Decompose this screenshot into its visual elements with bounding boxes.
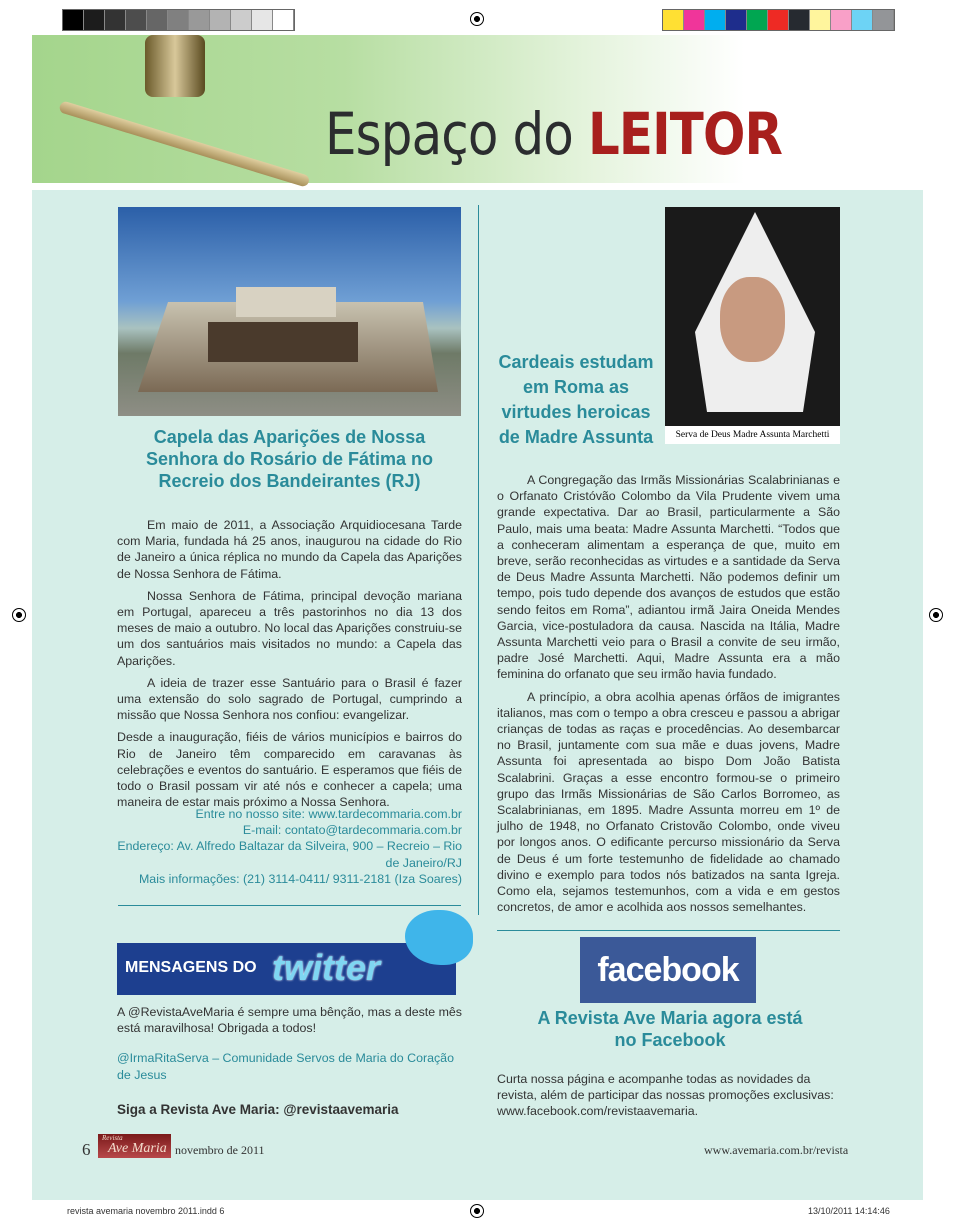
color-swatch xyxy=(231,10,252,30)
registration-mark-icon xyxy=(470,1204,484,1218)
left-article-title: Capela das Aparições de Nossa Senhora do Rosário de Fátima no Recreio dos Bandeirantes (RJ) xyxy=(145,427,434,491)
slug-filename: revista avemaria novembro 2011.indd 6 xyxy=(67,1206,225,1216)
logo-text: Ave Maria xyxy=(108,1141,167,1156)
registration-mark-icon xyxy=(12,608,26,622)
website-link[interactable]: Entre no nosso site: www.tardecommaria.com.br xyxy=(195,807,462,821)
color-swatch xyxy=(84,10,105,30)
issue-date: novembro de 2011 xyxy=(175,1143,265,1157)
color-swatch xyxy=(210,10,231,30)
paragraph: Em maio de 2011, a Associação Arquidiocesana Tarde com Maria, fundada há 25 anos, inaugurou na cidade do Rio de Janeiro a única réplica no mundo da Capela das Aparições de Nossa Senhora de Fátima. xyxy=(117,518,462,581)
color-swatch xyxy=(126,10,147,30)
pen-illustration xyxy=(60,60,320,140)
color-swatch xyxy=(852,10,873,30)
page-number: 6 xyxy=(82,1140,91,1159)
slug-timestamp: 13/10/2011 14:14:46 xyxy=(808,1206,890,1216)
color-swatch xyxy=(168,10,189,30)
cmyk-color-bar xyxy=(662,9,895,31)
color-swatch xyxy=(726,10,747,30)
paragraph: A princípio, a obra acolhia apenas órfãos de imigrantes italianos, mas com o tempo a obra cresceu e passou a abrigar crianças de todas as raças e procedências. Ao desembarcar no Brasil, juntamente com sua mãe e duas jovens, Madre Assunta foi apresentada ao bispo Dom João Batista Scalabrini. Graças a esse encontro formou-se o primeiro grupo das Irmãs Missionárias de São Carlos Borromeo, as Scalabrinianas, em 1895. Madre Assunta morreu em 1º de julho de 1948, no Orfanato Cristovão Colombo, onde viveu por longos anos. O edificante percurso missionário da Serva de Deus é um forte testemunho de fidelidade ao chamado divino e exemplo para todos nós batizados na santa Igreja. Como ela, sejamos testemunhos, com a vida e em gestos concretos, de amor e acolhida aos nossos semelhantes. xyxy=(497,689,840,915)
twitter-banner-label: MENSAGENS DO xyxy=(125,959,257,976)
twitter-banner xyxy=(117,943,456,995)
right-article-body xyxy=(497,472,840,921)
color-swatch xyxy=(189,10,210,30)
color-swatch xyxy=(684,10,705,30)
photo-caption: Serva de Deus Madre Assunta Marchetti xyxy=(665,426,840,444)
facebook-logo: facebook xyxy=(580,937,756,1003)
registration-mark-icon xyxy=(470,12,484,26)
phone-info: Mais informações: (21) 3114-0411/ 9311-2181 (Iza Soares) xyxy=(138,871,462,886)
gray-color-bar xyxy=(62,9,295,31)
magazine-logo xyxy=(98,1134,171,1158)
color-swatch xyxy=(831,10,852,30)
color-swatch xyxy=(273,10,294,30)
twitter-follow[interactable]: Siga a Revista Ave Maria: @revistaavemaria xyxy=(117,1102,399,1117)
paragraph: Nossa Senhora de Fátima, principal devoção mariana em Portugal, apareceu a três pastorinhos no dia 13 dos meses de maio a outubro. No local das Aparições construiu-se um dos santuários mais visitados no mundo: a Capela das Aparições. xyxy=(117,588,462,668)
facebook-text: Curta nossa página e acompanhe todas as novidades da revista, além de participar das nossas promoções exclusivas: www.facebook.com/revistaavemaria. xyxy=(497,1072,834,1119)
section-divider xyxy=(118,905,461,906)
color-swatch xyxy=(63,10,84,30)
left-article-body xyxy=(117,517,462,816)
right-article-title: Cardeais estudam em Roma as virtudes heroicas de Madre Assunta xyxy=(498,352,654,447)
color-swatch xyxy=(705,10,726,30)
color-swatch xyxy=(747,10,768,30)
facebook-title: A Revista Ave Maria agora está no Facebook xyxy=(537,1008,803,1050)
twitter-logo: twitter xyxy=(272,947,380,988)
email-link[interactable]: E-mail: contato@tardecommaria.com.br xyxy=(242,823,462,838)
twitter-bird-icon xyxy=(405,910,473,965)
website-url[interactable]: www.avemaria.com.br/revista xyxy=(704,1143,849,1157)
registration-mark-icon xyxy=(929,608,943,622)
tweet: A @RevistaAveMaria é sempre uma bênção, mas a deste mês está maravilhosa! Obrigada a todos! xyxy=(117,1005,462,1036)
color-swatch xyxy=(147,10,168,30)
column-divider xyxy=(478,205,479,915)
color-swatch xyxy=(105,10,126,30)
color-swatch xyxy=(768,10,789,30)
color-swatch xyxy=(810,10,831,30)
twitter-messages xyxy=(117,1004,462,1089)
madre-assunta-photo xyxy=(665,207,840,444)
paragraph: A ideia de trazer esse Santuário para o Brasil é fazer uma extensão do solo sagrado de Portugal, cumprindo a missão que Nossa Senhora nos confiou: evangelizar. xyxy=(117,675,462,723)
tweet: @IrmaRitaServa – Comunidade Servos de Maria do Coração de Jesus xyxy=(117,1051,454,1082)
section-divider xyxy=(497,930,840,931)
chapel-photo xyxy=(118,207,461,416)
logo-small-text: Revista xyxy=(102,1134,123,1142)
title-regular: Espaço do xyxy=(325,100,588,168)
contact-info xyxy=(117,806,462,887)
color-swatch xyxy=(789,10,810,30)
paragraph: Desde a inauguração, fiéis de vários municípios e bairros do Rio de Janeiro têm comparecido em caravanas às celebrações e eventos do santuário. E esperamos que fiéis de todo o Brasil possam vir até nós e conhecer a capela; uma maneira de estar mais próximo a Nossa Senhora. xyxy=(117,730,462,810)
color-swatch xyxy=(252,10,273,30)
title-bold: LEITOR xyxy=(587,100,783,168)
color-swatch xyxy=(663,10,684,30)
color-swatch xyxy=(873,10,894,30)
page-title xyxy=(325,100,782,168)
address: Endereço: Av. Alfredo Baltazar da Silveira, 900 – Recreio – Rio de Janeiro/RJ xyxy=(117,839,462,870)
paragraph: A Congregação das Irmãs Missionárias Scalabrinianas e o Orfanato Cristóvão Colombo da Vila Prudente vivem uma grande expectativa. Dar ao Brasil, particularmente a São Paulo, mais uma beata: Madre Assunta Marchetti. “Todos que a conheceram alimentam a esperança de que, muito em breve, serão reconhecidas as virtudes e a santidade da Serva de Deus Madre Assunta Marchetti. Não podemos definir um tempo, pois tudo depende dos avanços de estudos que estão sendo feitos em Roma”, adiantou irmã Jaira Oneida Mendes Garcia, vice-postuladora da causa. Nascida na Itália, Madre Assunta Marchetti veio para o Brasil a convite de seu irmão, padre José Marchetti. Aqui, Madre Assunta era a mão feminina do orfanato que seu irmão havia fundado. xyxy=(497,473,840,682)
